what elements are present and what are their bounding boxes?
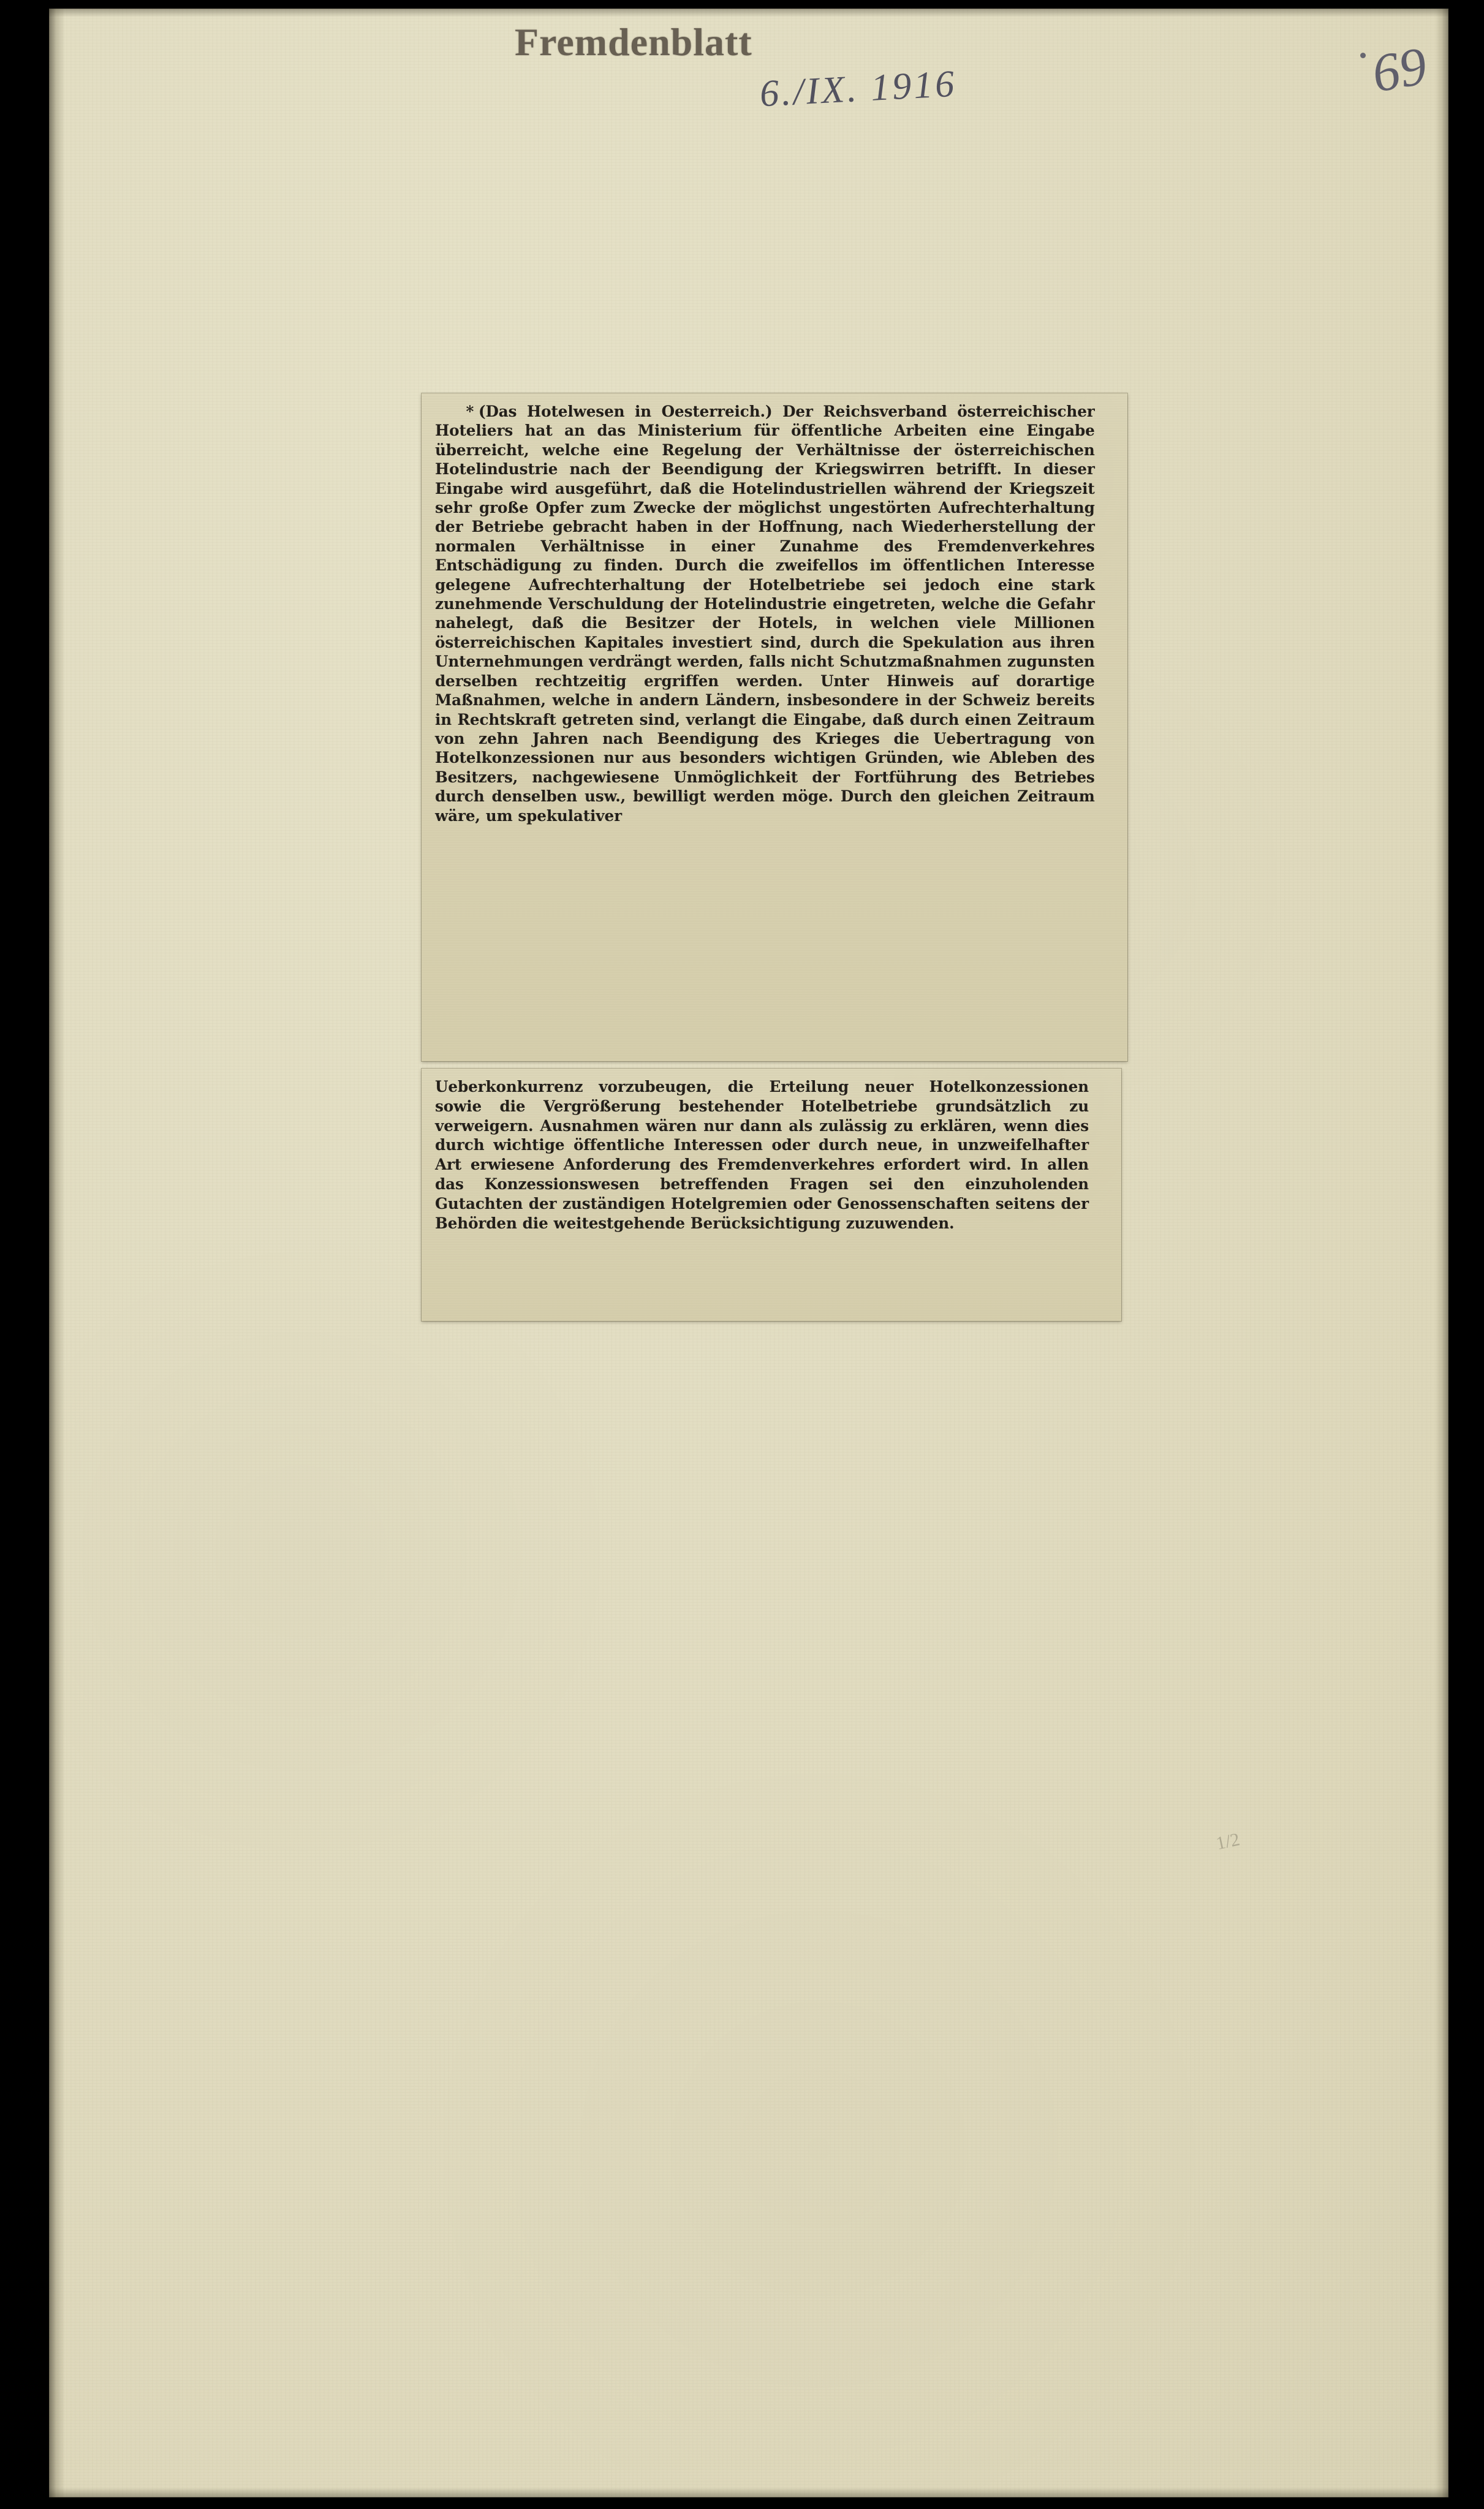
sheet-edge-left — [49, 9, 65, 2497]
article-body-part-1: Der Reichsverband österreichischer Hoteliers hat an das Ministerium für öffentliche Arbeiten eine Eingabe überreicht, welche eine Regelung der Verhältnisse der österreichischen Hotelindustrie nach der Beendigung der Kriegswirren betrifft. In dieser Eingabe wird ausgeführt, daß die Hotelindustriellen während der Kriegszeit sehr große Opfer zum Zwecke der möglichst ungestörten Aufrechterhaltung der Betriebe gebracht haben in der Hoffnung, nach Wiederherstellung der normalen Verhältnisse in einer Zunahme des Fremdenverkehres Entschädigung zu finden. Durch die zweifellos im öffentlichen Interesse gelegene Aufrechterhaltung der Hotelbetriebe sei jedoch eine stark zunehmende Verschuldung der Hotelindustrie eingetreten, welche die Gefahr nahelegt, daß die Besitzer der Hotels, in welchen viele Millionen österreichischen Kapitales investiert sind, durch die Spekulation aus ihren Unternehmungen verdrängt werden, falls nicht Schutzmaßnahmen zugunsten derselben rechtzeitig ergriffen werden. Unter Hinweis auf dorartige Maßnahmen, welche in andern Ländern, insbesondere in der Schweiz bereits in Rechtskraft getreten sind, verlangt die Eingabe, daß durch einen Zeitraum von zehn Jahren nach Beendigung des Krieges die Uebertragung von Hotelkonzessionen nur aus besonders wichtigen Gründen, wie Ableben des Besitzers, nachgewiesene Unmöglichkeit der Fortführung des Betriebes durch denselben usw., bewilligt werden möge. Durch den gleichen Zeitraum wäre, um spekulativer — [435, 402, 1095, 825]
article-star-marker: * — [466, 402, 474, 420]
article-headline: (Das Hotelwesen in Oesterreich.) — [478, 402, 773, 420]
clipping-main-text — [435, 402, 1095, 825]
sheet-edge-bottom — [49, 2488, 1448, 2497]
newspaper-masthead-stamp: Fremdenblatt — [515, 20, 752, 64]
newspaper-clipping-continuation — [422, 1069, 1121, 1321]
handwritten-date-annotation: 6./IX. 1916 — [759, 62, 958, 115]
article-body-part-2: Ueberkonkurrenz vorzubeugen, die Erteilung neuer Hotelkonzessionen sowie die Vergrößerung bestehender Hotelbetriebe grundsätzlich zu verweigern. Ausnahmen wären nur dann als zulässig zu erklären, wenn dies durch wichtige öffentliche Interessen oder durch neue, in unzweifelhafter Art erwiesene Anforderung des Fremdenverkehres erfordert wird. In allen das Konzessionswesen betreffenden Fragen sei den einzuholenden Gutachten der zuständigen Hotelgremien oder Genossenschaften seitens der Behörden die weitestgehende Berücksichtigung zuzuwenden. — [435, 1077, 1089, 1232]
handwritten-folio-number: 69 — [1368, 36, 1431, 104]
scanned-archive-sheet — [49, 9, 1448, 2497]
sheet-edge-top — [49, 9, 1448, 17]
folio-dot-mark — [1360, 53, 1366, 58]
clipping-continuation-text — [435, 1077, 1089, 1233]
faint-pencil-mark: 1/2 — [1214, 1829, 1242, 1854]
newspaper-clipping-main — [422, 393, 1127, 1061]
sheet-edge-right — [1435, 9, 1448, 2497]
